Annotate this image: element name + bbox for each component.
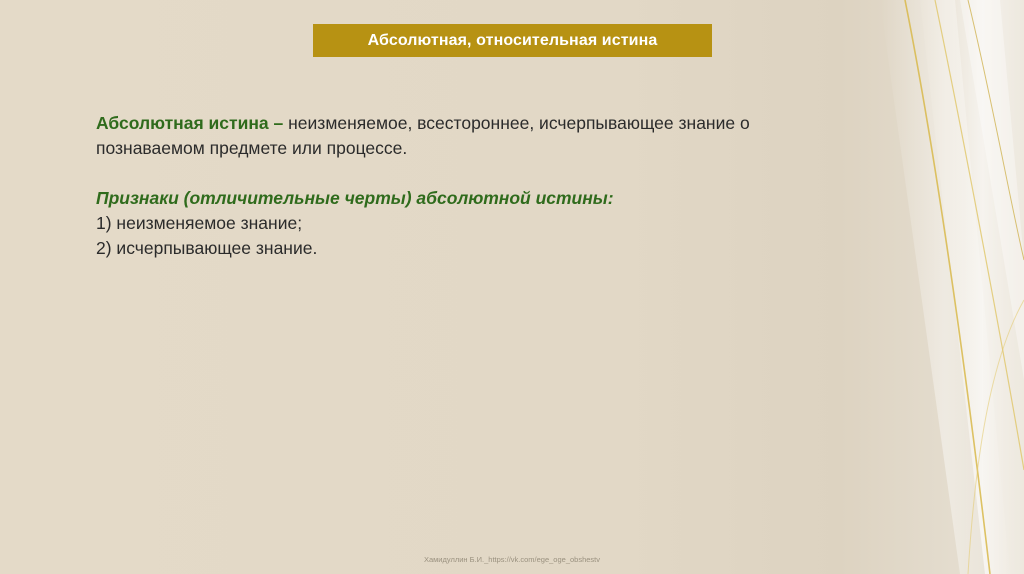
slide-title: Абсолютная, относительная истина (367, 31, 658, 49)
features-heading: Признаки (отличительные черты) абсолютной истины: (96, 188, 614, 208)
slide-content (96, 111, 856, 261)
definition-paragraph (96, 111, 856, 161)
definition-term: Абсолютная истина – (96, 113, 284, 133)
definition-text: неизменяемое, всестороннее, исчерпывающее знание о познаваемом предмете или процессе. (96, 113, 750, 158)
footer-credit: Хамидуллин Б.И._https://vk.com/ege_oge_obshestv (423, 555, 601, 564)
feature-item-2: 2) исчерпывающее знание. (96, 238, 318, 258)
spacer (96, 161, 856, 186)
slide-title-bar (313, 24, 712, 57)
feature-item-1: 1) неизменяемое знание; (96, 213, 303, 233)
